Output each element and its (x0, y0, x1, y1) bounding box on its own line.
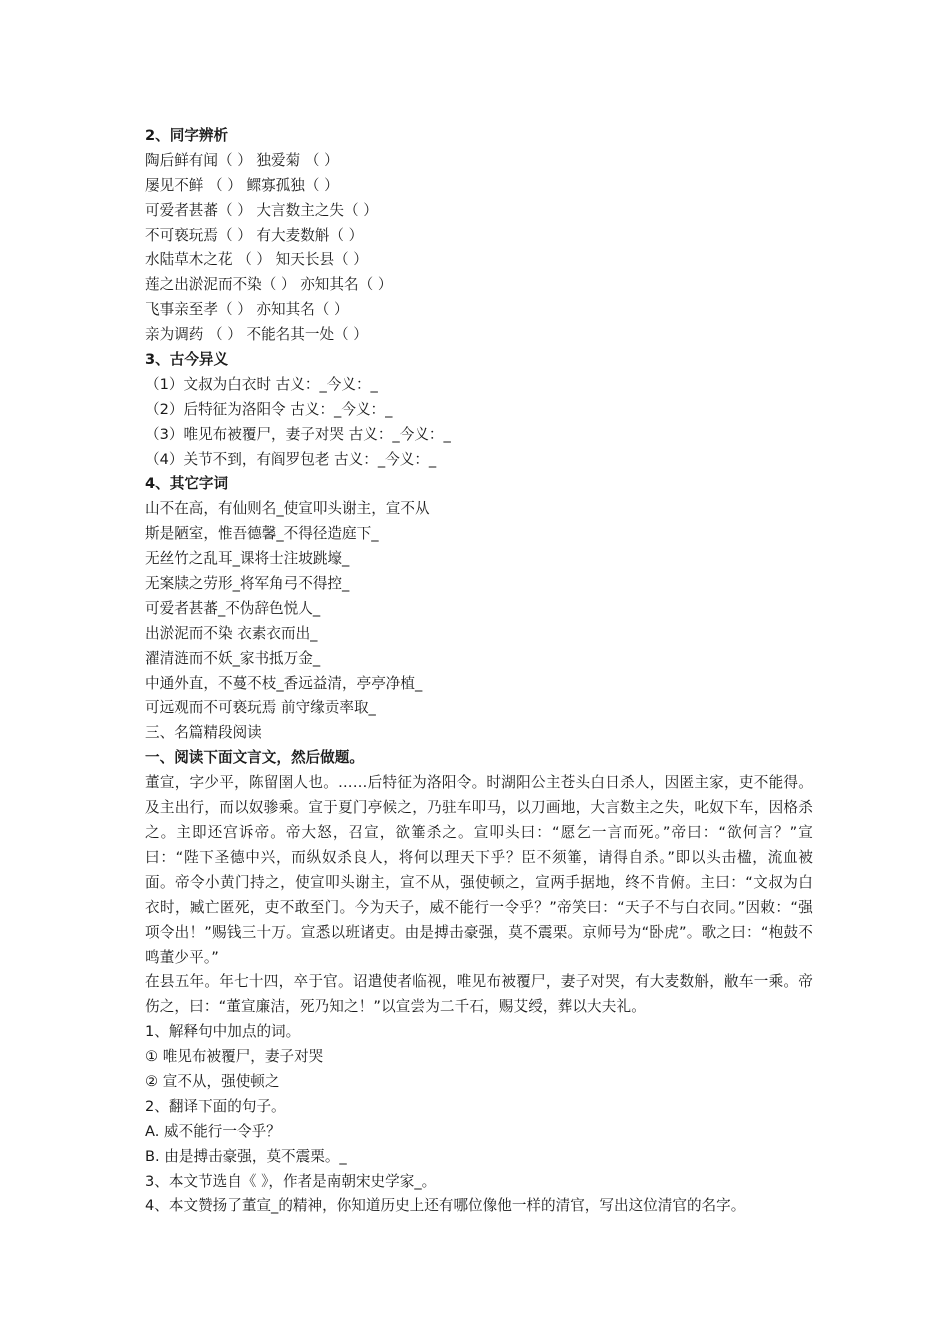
question-line: ② 宣不从，强使顿之 (145, 1073, 280, 1090)
exercise-line: （1）文叔为白衣时 古义：_今义：_ (145, 375, 378, 393)
question-line: 2、翻译下面的句子。 (145, 1097, 286, 1115)
exercise-line: 无丝竹之乱耳_课将士注坡跳壕_ (145, 550, 350, 568)
exercise-line: 飞事亲至孝（ ） 亦知其名（ ） (145, 301, 349, 319)
question-line: ① 唯见布被覆尸，妻子对哭 (145, 1048, 324, 1066)
exercise-line: 莲之出淤泥而不染（ ） 亦知其名（ ） (145, 276, 393, 294)
exercise-line: 陶后鲜有闻（ ） 独爱菊 （ ） (145, 151, 339, 169)
question-line: 1、解释句中加点的词。 (145, 1023, 301, 1041)
exercise-line: 出淤泥而不染 衣素衣而出_ (145, 624, 318, 642)
reading-passage-1: 董宣，字少平，陈留圉人也。……后特征为洛阳令。时湖阳公主苍头白日杀人，因匿主家，吏不能得。及主出行，而以奴骖乘。宣于夏门亭候之，乃驻车叩马，以刀画地，大言数主之失，叱奴下车，因格杀之。主即还宫诉帝。帝大怒，召宣，欲箠杀之。宣叩头曰：“愿乞一言而死。”帝曰：“欲何言？”宣曰：“陛下圣德中兴，而纵奴杀良人，将何以理天下乎？臣不须箠，请得自杀。”即以头击楹，流血被面。帝令小黄门持之，使宣叩头谢主，宣不从，强使顿之，宣两手据地，终不肯俯。主曰：“文叔为白衣时，臧亡匿死，吏不敢至门。今为天子，威不能行一令乎？”帝笑曰：“天子不与白衣同。”因敕：“强项令出！”赐钱三十万。宣悉以班诸吏。由是搏击豪强，莫不震栗。京师号为“卧虎”。歌之曰：“枹鼓不鸣董少平。” (145, 774, 813, 966)
question-line: 3、本文节选自《 》，作者是南朝宋史学家_。 (145, 1172, 437, 1190)
exercise-line: 山不在高，有仙则名_使宣叩头谢主，宣不从 (145, 500, 430, 518)
exercise-line: 可爱者甚蕃_不伪辞色悦人_ (145, 599, 321, 617)
exercise-line: 可爱者甚蕃（ ） 大言数主之失（ ） (145, 201, 378, 219)
question-line: B. 由是搏击豪强，莫不震栗。_ (145, 1147, 347, 1165)
part-title-reading: 三、名篇精段阅读 (145, 724, 262, 742)
exercise-line: （4）关节不到，有阎罗包老 古义：_今义：_ (145, 450, 437, 468)
exercise-line: （3）唯见布被覆尸，妻子对哭 古义：_今义：_ (145, 425, 451, 443)
reading-subheading: 一、阅读下面文言文，然后做题。 (145, 749, 364, 767)
question-line: 4、本文赞扬了董宣_的精神，你知道历史上还有哪位像他一样的清官，写出这位清官的名字。 (145, 1197, 746, 1215)
exercise-line: 斯是陋室，惟吾德馨_不得径造庭下_ (145, 525, 379, 543)
exercise-line: （2）后特征为洛阳令 古义：_今义：_ (145, 400, 393, 418)
reading-passage-2: 在县五年。年七十四，卒于官。诏遣使者临视，唯见布被覆尸，妻子对哭，有大麦数斛，敝车一乘。帝伤之，曰：“董宣廉洁，死乃知之！”以宣尝为二千石，赐艾绶，葬以大夫礼。 (145, 973, 813, 1016)
question-line: A. 威不能行一令乎？ (145, 1122, 281, 1140)
exercise-line: 可远观而不可亵玩焉 前守缘贡率取_ (145, 699, 376, 717)
exercise-line: 屡见不鲜 （ ） 鳏寡孤独（ ） (145, 176, 339, 194)
section-heading-other-words: 4、其它字词 (145, 475, 229, 493)
exercise-line: 不可亵玩焉（ ） 有大麦数斛（ ） (145, 226, 364, 244)
section-heading-ancient-modern: 3、古今异义 (145, 351, 229, 369)
document-page (145, 124, 813, 1219)
exercise-line: 濯清涟而不妖_家书抵万金_ (145, 649, 321, 667)
exercise-line: 亲为调药 （ ） 不能名其一处（ ） (145, 326, 368, 344)
exercise-line: 中通外直，不蔓不枝_香远益清，亭亭净植_ (145, 674, 423, 692)
section-heading-same-character: 2、同字辨析 (145, 127, 229, 144)
exercise-line: 无案牍之劳形_将军角弓不得控_ (145, 575, 350, 593)
exercise-line: 水陆草木之花 （ ） 知天长县（ ） (145, 251, 368, 269)
